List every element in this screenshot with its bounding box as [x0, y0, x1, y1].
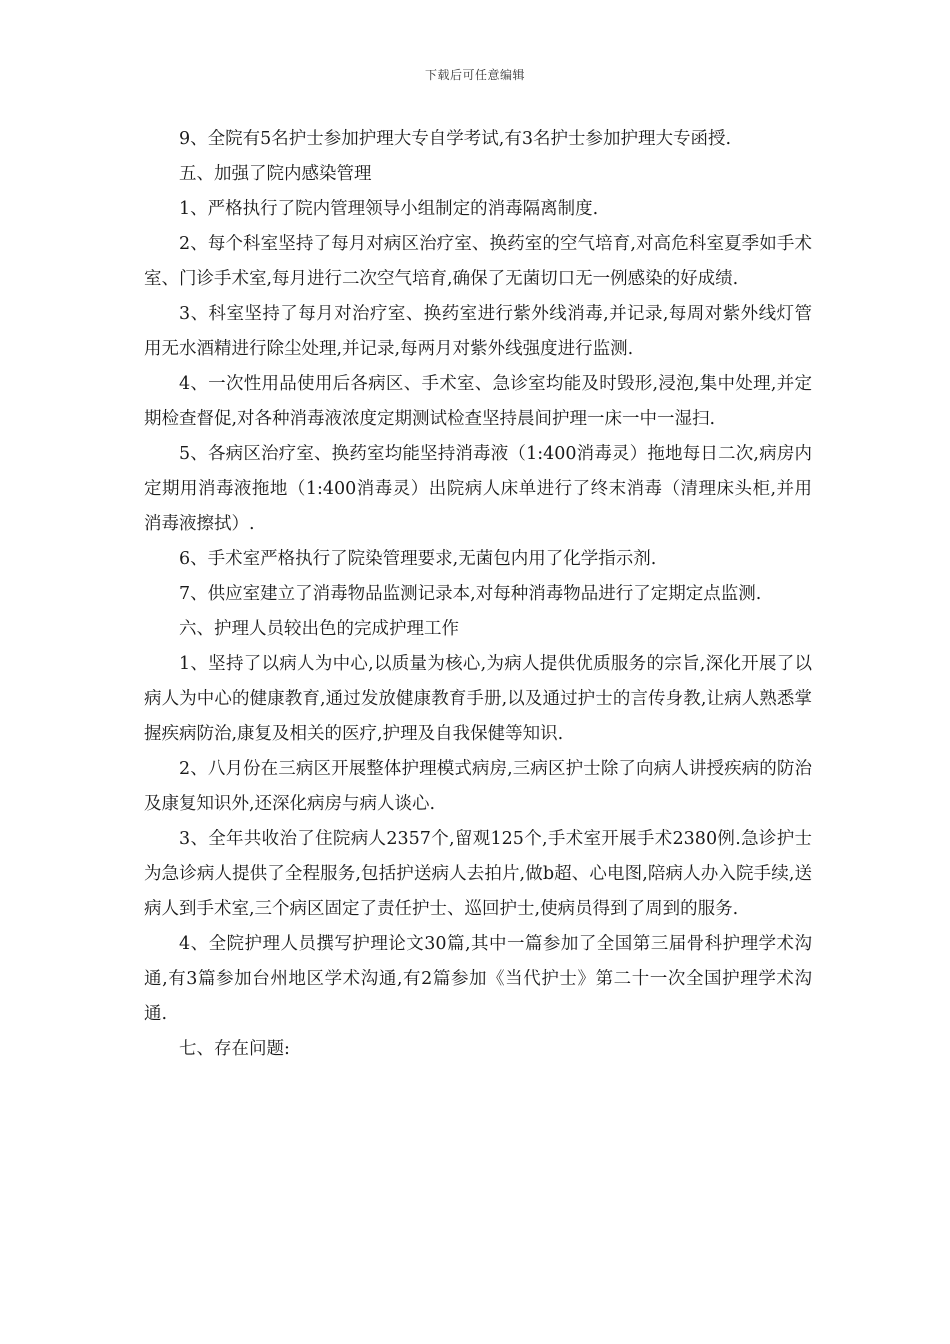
paragraph-infection-2: 2、每个科室坚持了每月对病区治疗室、换药室的空气培育,对高危科室夏季如手术室、门诊手术室,每月进行二次空气培育,确保了无菌切口无一例感染的好成绩. [144, 234, 812, 289]
paragraph-nursing-1: 1、坚持了以病人为中心,以质量为核心,为病人提供优质服务的宗旨,深化开展了以病人为中心的健康教育,通过发放健康教育手册,以及通过护士的言传身教,让病人熟悉掌握疾病防治,康复及相关的医疗,护理及自我保健等知识. [144, 654, 812, 744]
paragraph-infection-5: 5、各病区治疗室、换药室均能坚持消毒液（1:400消毒灵）拖地每日二次,病房内定期用消毒液拖地（1:400消毒灵）出院病人床单进行了终末消毒（清理床头柜,并用消毒液擦拭）. [144, 444, 812, 534]
paragraph-item-9: 9、全院有5名护士参加护理大专自学考试,有3名护士参加护理大专函授. [179, 129, 732, 149]
section-heading-5: 五、加强了院内感染管理 [179, 164, 372, 184]
section-heading-6: 六、护理人员较出色的完成护理工作 [179, 619, 459, 639]
page-header: 下载后可任意编辑 [424, 68, 525, 82]
paragraph-infection-7: 7、供应室建立了消毒物品监测记录本,对每种消毒物品进行了定期定点监测. [179, 584, 762, 604]
paragraph-infection-4: 4、一次性用品使用后各病区、手术室、急诊室均能及时毁形,浸泡,集中处理,并定期检查督促,对各种消毒液浓度定期测试检查坚持晨间护理一床一中一湿扫. [144, 374, 812, 429]
paragraph-nursing-2: 2、八月份在三病区开展整体护理模式病房,三病区护士除了向病人讲授疾病的防治及康复知识外,还深化病房与病人谈心. [144, 759, 812, 814]
paragraph-nursing-3: 3、全年共收治了住院病人2357个,留观125个,手术室开展手术2380例.急诊护士为急诊病人提供了全程服务,包括护送病人去拍片,做b超、心电图,陪病人办入院手续,送病人到手术室,三个病区固定了责任护士、巡回护士,使病员得到了周到的服务. [144, 829, 812, 919]
paragraph-nursing-4: 4、全院护理人员撰写护理论文30篇,其中一篇参加了全国第三届骨科护理学术沟通,有3篇参加台州地区学术沟通,有2篇参加《当代护士》第二十一次全国护理学术沟通. [144, 934, 812, 1024]
document-body [144, 122, 812, 1067]
paragraph-infection-1: 1、严格执行了院内管理领导小组制定的消毒隔离制度. [179, 199, 599, 219]
paragraph-infection-3: 3、科室坚持了每月对治疗室、换药室进行紫外线消毒,并记录,每周对紫外线灯管用无水酒精进行除尘处理,并记录,每两月对紫外线强度进行监测. [144, 304, 812, 359]
paragraph-infection-6: 6、手术室严格执行了院染管理要求,无菌包内用了化学指示剂. [179, 549, 657, 569]
section-heading-7: 七、存在问题: [179, 1039, 290, 1059]
